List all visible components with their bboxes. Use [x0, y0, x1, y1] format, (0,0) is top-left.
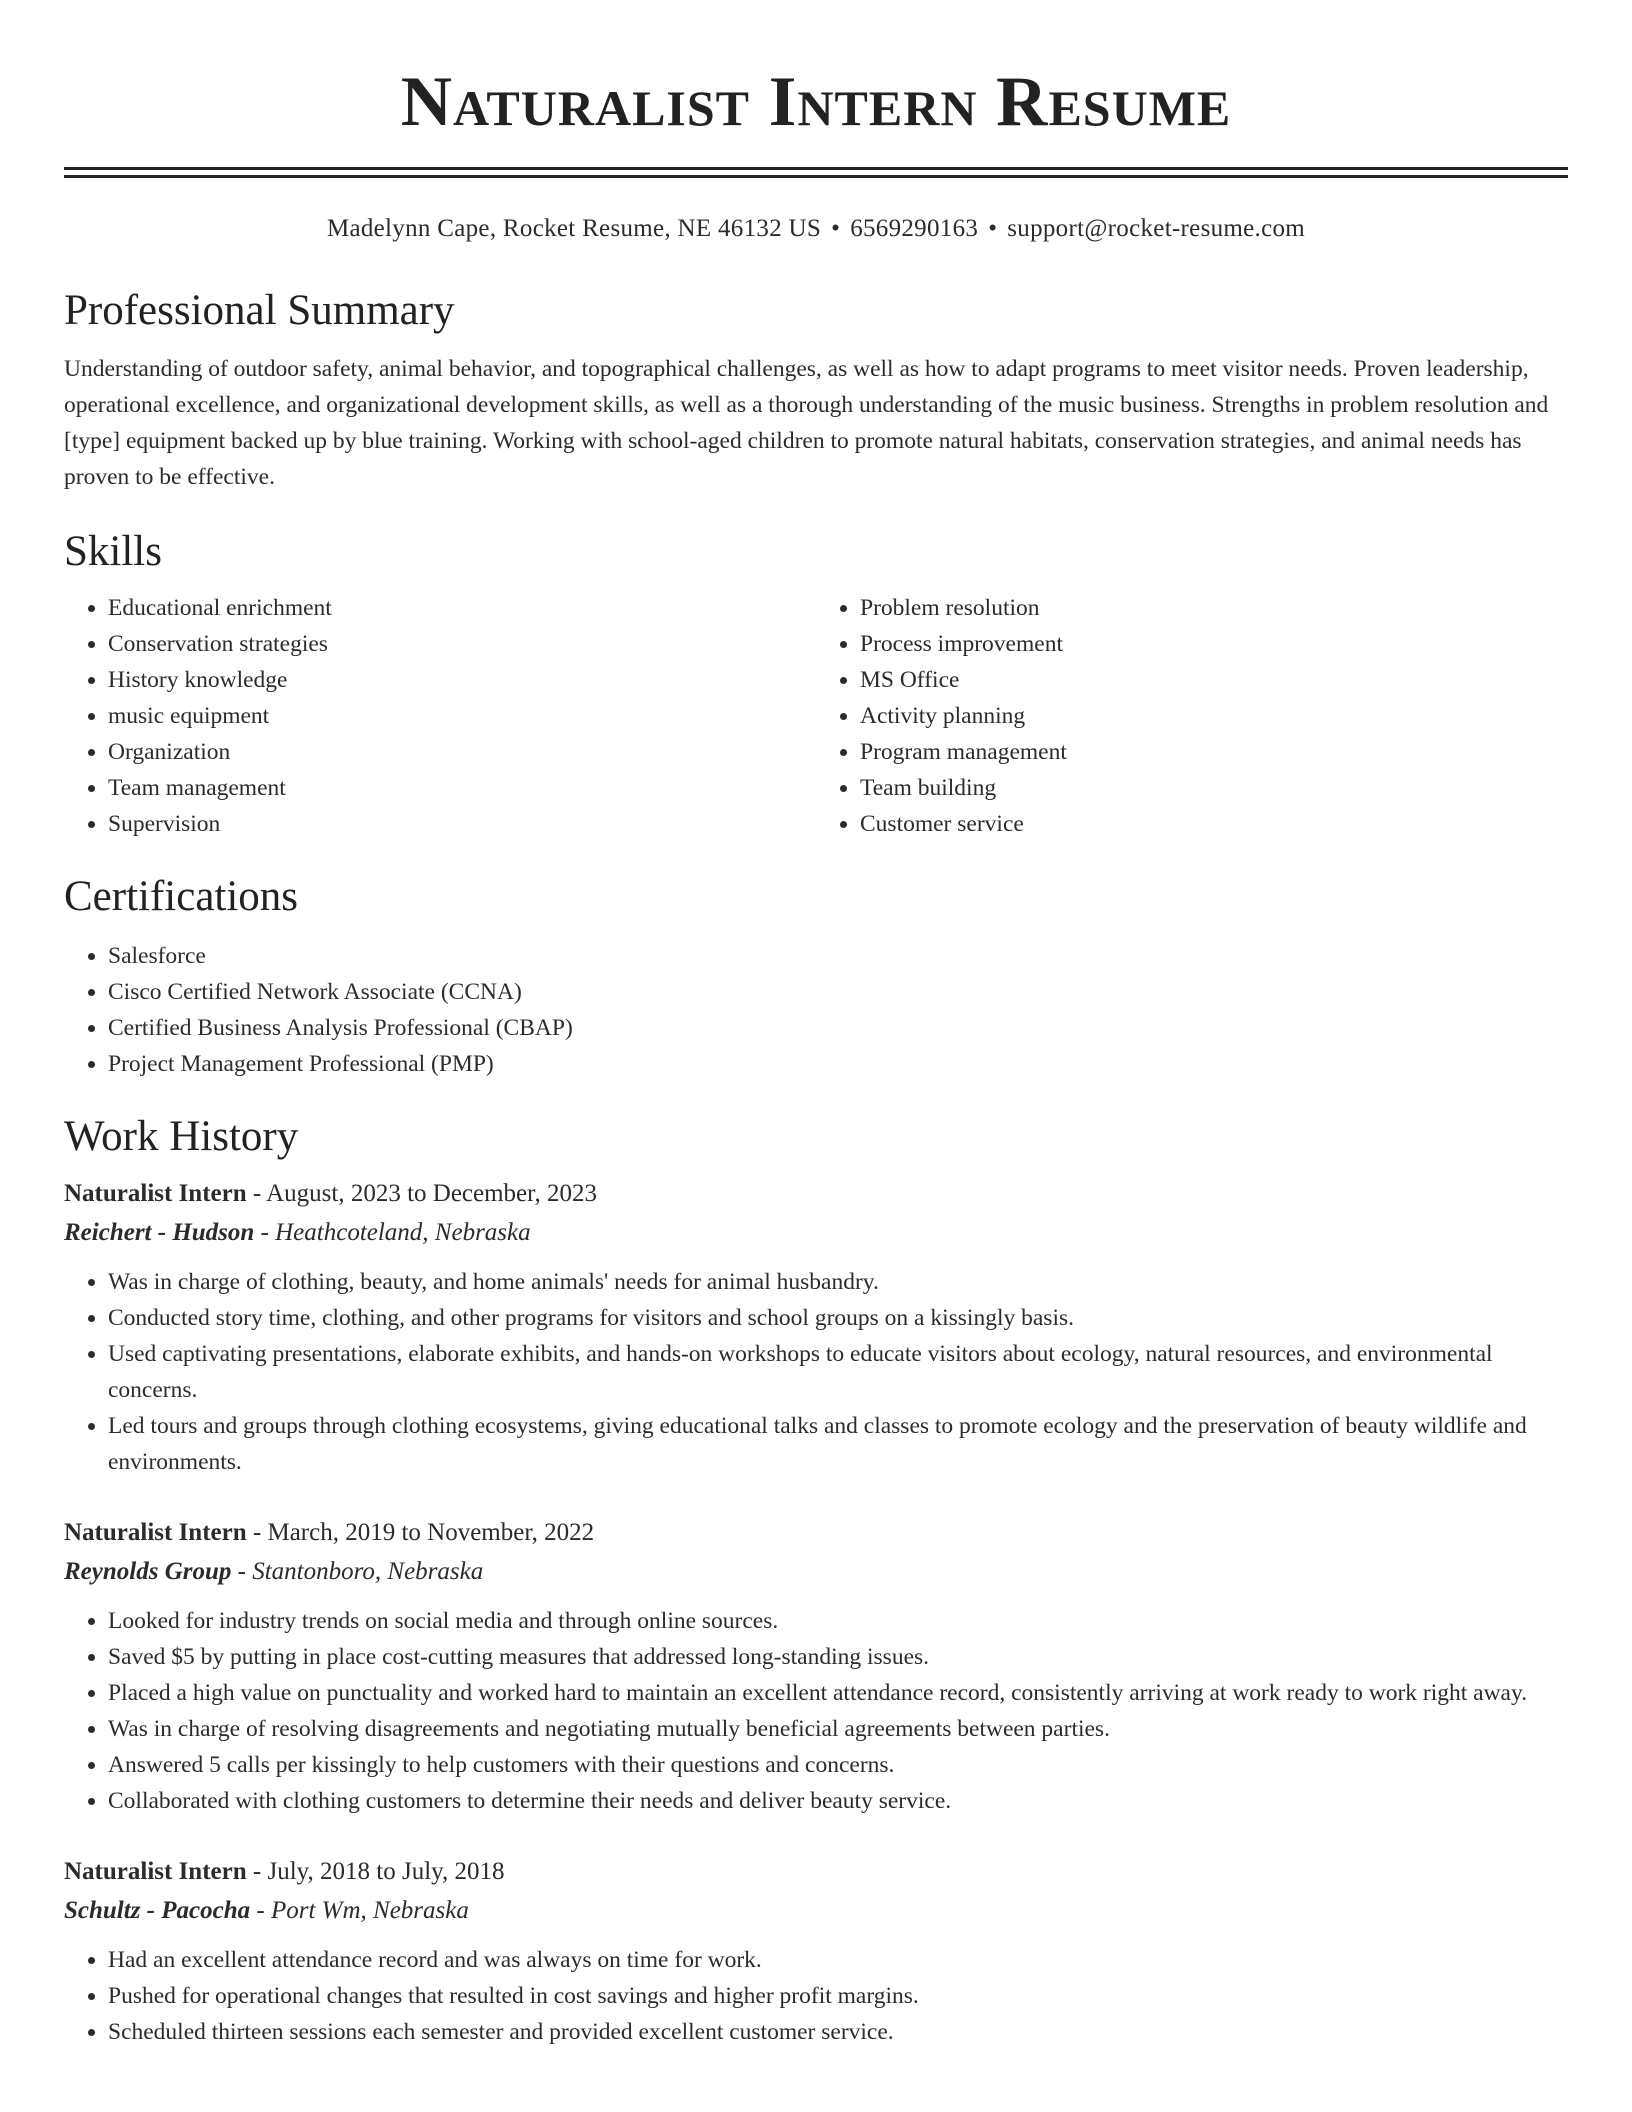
job-dates: - August, 2023 to December, 2023 [246, 1180, 597, 1207]
work-history-heading: Work History [64, 1113, 299, 1160]
job-duties-list [64, 1942, 1568, 2050]
job-company-line [64, 1891, 1568, 1931]
skill-item: • Customer service [860, 806, 1568, 842]
job-title: Naturalist Intern [64, 1858, 247, 1885]
job-location: - Port Wm, Nebraska [250, 1897, 469, 1924]
skill-item: • Organization [108, 734, 816, 770]
job-duties-list [64, 1264, 1568, 1480]
contact-separator: • [988, 215, 998, 242]
contact-line [64, 213, 1568, 245]
skill-item: • Educational enrichment [108, 590, 816, 626]
skill-item: • Activity planning [860, 698, 1568, 734]
skills-columns [64, 590, 1568, 842]
job-location: - Stantonboro, Nebraska [231, 1558, 484, 1585]
certification-item: • Salesforce [108, 938, 1568, 974]
job-company-line [64, 1213, 1568, 1253]
contact-email: support@rocket-resume.com [1007, 215, 1306, 242]
job-duty: • Was in charge of clothing, beauty, and home animals' needs for animal husbandry. [108, 1264, 1568, 1300]
job-duty: • Scheduled thirteen sessions each semester and provided excellent customer service. [108, 2014, 1568, 2050]
resume-title: Naturalist Intern Resume [400, 63, 1232, 141]
job-company: Reynolds Group [64, 1558, 232, 1585]
skill-item: • Conservation strategies [108, 626, 816, 662]
title-double-rule [64, 167, 1568, 178]
skill-item: • History knowledge [108, 662, 816, 698]
job-location: - Heathcoteland, Nebraska [254, 1219, 531, 1246]
job-duty: • Pushed for operational changes that resulted in cost savings and higher profit margins. [108, 1978, 1568, 2014]
certification-item: • Cisco Certified Network Associate (CCNA) [108, 974, 1568, 1010]
skill-item: • Team management [108, 770, 816, 806]
job-duties-list [64, 1603, 1568, 1819]
job-title: Naturalist Intern [64, 1519, 247, 1546]
job-title: Naturalist Intern [64, 1180, 247, 1207]
certifications-heading: Certifications [64, 873, 299, 920]
summary-text: Understanding of outdoor safety, animal behavior, and topographical challenges, as well as how to adapt programs to meet visitor needs. Proven leadership, operational excellence, and organizational development skills, as well as a thorough understanding of the music business. Strengths in problem resolution and [type] equipment backed up by blue training. Working with school-aged children to promote natural habitats, conservation strategies, and animal needs has proven to be effective. [64, 356, 1549, 490]
skills-heading: Skills [64, 528, 162, 575]
job-entry [64, 1853, 1568, 2050]
job-company-line [64, 1552, 1568, 1592]
job-company: Reichert - Hudson [64, 1219, 255, 1246]
job-duty: • Used captivating presentations, elaborate exhibits, and hands-on workshops to educate visitors about ecology, natural resources, and environmental concerns. [108, 1336, 1568, 1408]
job-dates: - March, 2019 to November, 2022 [246, 1519, 595, 1546]
skill-item: • Problem resolution [860, 590, 1568, 626]
job-entry [64, 1514, 1568, 1819]
contact-phone: 6569290163 [850, 215, 979, 242]
job-duty: • Was in charge of resolving disagreements and negotiating mutually beneficial agreements between parties. [108, 1711, 1568, 1747]
job-duty: • Saved $5 by putting in place cost-cutting measures that addressed long-standing issues. [108, 1639, 1568, 1675]
skill-item: • MS Office [860, 662, 1568, 698]
job-duty: • Placed a high value on punctuality and worked hard to maintain an excellent attendance record, consistently arriving at work ready to work right away. [108, 1675, 1568, 1711]
job-duty: • Led tours and groups through clothing ecosystems, giving educational talks and classes to promote ecology and the preservation of beauty wildlife and environments. [108, 1408, 1568, 1480]
job-duty: • Conducted story time, clothing, and other programs for visitors and school groups on a kissingly basis. [108, 1300, 1568, 1336]
contact-separator: • [831, 215, 841, 242]
job-duty: • Looked for industry trends on social media and through online sources. [108, 1603, 1568, 1639]
contact-address: Madelynn Cape, Rocket Resume, NE 46132 US [326, 215, 822, 242]
skill-item: • Process improvement [860, 626, 1568, 662]
job-title-line [64, 1514, 1568, 1552]
certification-item: • Certified Business Analysis Professional (CBAP) [108, 1010, 1568, 1046]
skill-item: • Program management [860, 734, 1568, 770]
job-title-line [64, 1175, 1568, 1213]
certification-item: • Project Management Professional (PMP) [108, 1046, 1568, 1082]
resume-page [64, 0, 1568, 2050]
certifications-list [64, 938, 1568, 1082]
skill-item: • music equipment [108, 698, 816, 734]
skill-item: • Supervision [108, 806, 816, 842]
summary-heading: Professional Summary [64, 287, 455, 334]
skills-right-list [816, 590, 1568, 842]
job-duty: • Answered 5 calls per kissingly to help customers with their questions and concerns. [108, 1747, 1568, 1783]
job-duty: • Collaborated with clothing customers to determine their needs and deliver beauty service. [108, 1783, 1568, 1819]
job-title-line [64, 1853, 1568, 1891]
job-company: Schultz - Pacocha [64, 1897, 251, 1924]
skills-left-list [64, 590, 816, 842]
skill-item: • Team building [860, 770, 1568, 806]
job-entry [64, 1175, 1568, 1480]
job-duty: • Had an excellent attendance record and was always on time for work. [108, 1942, 1568, 1978]
job-dates: - July, 2018 to July, 2018 [246, 1858, 505, 1885]
